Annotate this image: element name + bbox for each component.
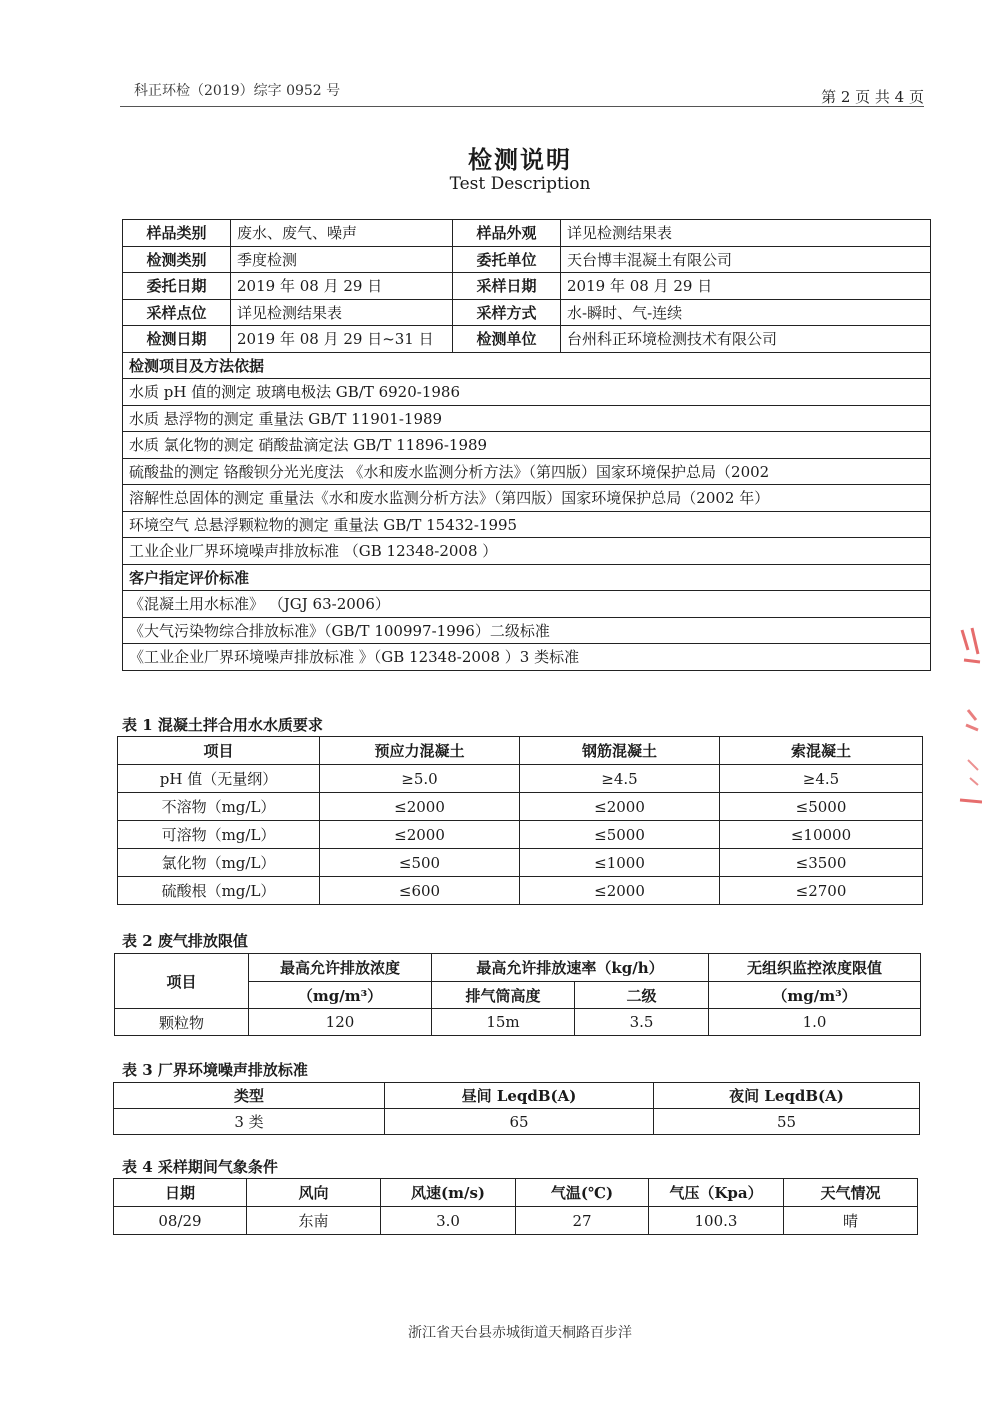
info-row <box>123 246 931 273</box>
table-cell: 3.5 <box>575 1009 709 1036</box>
table-cell: ≥4.5 <box>720 765 923 793</box>
table-cell: ≤2000 <box>520 877 720 905</box>
table-cell: ≤5000 <box>520 821 720 849</box>
header-divider <box>120 106 924 107</box>
info-label: 委托日期 <box>123 273 231 300</box>
table4-label: 表 4 采样期间气象条件 <box>122 1158 278 1176</box>
info-label: 采样日期 <box>453 273 561 300</box>
info-table <box>122 219 931 671</box>
standard-item: 《混凝土用水标准》 （JGJ 63-2006） <box>123 591 931 618</box>
table-cell: 55 <box>654 1109 920 1135</box>
info-value: 水-瞬时、气-连续 <box>561 299 931 326</box>
info-label: 采样方式 <box>453 299 561 326</box>
table-header: 预应力混凝土 <box>320 737 520 765</box>
table-cell: ≤500 <box>320 849 520 877</box>
table-header: 无组织监控浓度限值 <box>709 954 921 982</box>
table-cell: ≤3500 <box>720 849 923 877</box>
table-header: 二级 <box>575 982 709 1009</box>
method-item: 水质 悬浮物的测定 重量法 GB/T 11901-1989 <box>123 405 931 432</box>
table-header: 项目 <box>118 737 320 765</box>
table-cell: ≤600 <box>320 877 520 905</box>
water-quality-table <box>117 736 923 905</box>
table-header: 风速(m/s) <box>381 1179 516 1207</box>
table-row <box>118 849 923 877</box>
table-cell: 不溶物（mg/L） <box>118 793 320 821</box>
table-row <box>118 877 923 905</box>
table-row <box>118 765 923 793</box>
method-item: 硫酸盐的测定 铬酸钡分光光度法 《水和废水监测分析方法》（第四版）国家环境保护总局（2002 <box>123 458 931 485</box>
table-cell: 65 <box>385 1109 654 1135</box>
table-cell: 3.0 <box>381 1207 516 1235</box>
table-cell: ≥5.0 <box>320 765 520 793</box>
table3-label: 表 3 厂界环境噪声排放标准 <box>122 1061 308 1079</box>
info-row <box>123 326 931 353</box>
table1-label: 表 1 混凝土拌合用水水质要求 <box>122 716 323 734</box>
table-cell: ≤2700 <box>720 877 923 905</box>
report-number: 科正环检（2019）综字 0952 号 <box>134 83 341 99</box>
info-label: 检测日期 <box>123 326 231 353</box>
table-header: 气压（Kpa） <box>649 1179 784 1207</box>
table-header: 日期 <box>114 1179 247 1207</box>
table-cell: 1.0 <box>709 1009 921 1036</box>
table-cell: ≤2000 <box>320 821 520 849</box>
table-header: 排气筒高度 <box>432 982 575 1009</box>
table-cell: ≤5000 <box>720 793 923 821</box>
table-cell: 3 类 <box>114 1109 385 1135</box>
info-label: 采样点位 <box>123 299 231 326</box>
table-cell: 08/29 <box>114 1207 247 1235</box>
info-value: 2019 年 08 月 29 日 <box>231 273 453 300</box>
table-cell: ≤10000 <box>720 821 923 849</box>
info-value: 2019 年 08 月 29 日 <box>561 273 931 300</box>
table-cell: 120 <box>249 1009 432 1036</box>
method-item: 水质 氯化物的测定 硝酸盐滴定法 GB/T 11896-1989 <box>123 432 931 459</box>
table-cell: ≤2000 <box>320 793 520 821</box>
table-row <box>114 1109 920 1135</box>
emission-limit-table <box>114 953 921 1036</box>
table-cell: ≤1000 <box>520 849 720 877</box>
info-value: 详见检测结果表 <box>231 299 453 326</box>
method-item: 工业企业厂界环境噪声排放标准 （GB 12348-2008 ） <box>123 538 931 565</box>
info-label: 检测单位 <box>453 326 561 353</box>
table-cell: ≥4.5 <box>520 765 720 793</box>
table-header: 夜间 LeqdB(A) <box>654 1083 920 1109</box>
info-row <box>123 273 931 300</box>
table-header: 天气情况 <box>784 1179 918 1207</box>
weather-table <box>113 1178 918 1235</box>
info-label: 委托单位 <box>453 246 561 273</box>
table-header: 项目 <box>115 954 249 1009</box>
info-value: 废水、废气、噪声 <box>231 220 453 247</box>
table-row <box>118 821 923 849</box>
table-cell: pH 值（无量纲） <box>118 765 320 793</box>
table-cell: ≤2000 <box>520 793 720 821</box>
info-value: 详见检测结果表 <box>561 220 931 247</box>
page-subtitle: Test Description <box>449 174 591 194</box>
table-cell: 氯化物（mg/L） <box>118 849 320 877</box>
table-cell: 晴 <box>784 1207 918 1235</box>
table-header: 最高允许排放浓度 <box>249 954 432 982</box>
info-row <box>123 299 931 326</box>
table-row <box>118 793 923 821</box>
standard-item: 《大气污染物综合排放标准》（GB/T 100997-1996）二级标准 <box>123 617 931 644</box>
method-item: 环境空气 总悬浮颗粒物的测定 重量法 GB/T 15432-1995 <box>123 511 931 538</box>
info-label: 样品类别 <box>123 220 231 247</box>
table-cell: 可溶物（mg/L） <box>118 821 320 849</box>
table-header: 最高允许排放速率（kg/h） <box>432 954 709 982</box>
table-header: 风向 <box>247 1179 381 1207</box>
info-value: 季度检测 <box>231 246 453 273</box>
info-label: 检测类别 <box>123 246 231 273</box>
info-value: 2019 年 08 月 29 日~31 日 <box>231 326 453 353</box>
standard-item: 《工业企业厂界环境噪声排放标准 》（GB 12348-2008 ）3 类标准 <box>123 644 931 671</box>
info-value: 台州科正环境检测技术有限公司 <box>561 326 931 353</box>
table-cell: 东南 <box>247 1207 381 1235</box>
footer-address: 浙江省天台县赤城街道天桐路百步洋 <box>408 1325 632 1341</box>
table2-label: 表 2 废气排放限值 <box>122 932 248 950</box>
page-indicator: 第 2 页 共 4 页 <box>821 88 924 106</box>
table-cell: 15m <box>432 1009 575 1036</box>
info-label: 样品外观 <box>453 220 561 247</box>
method-item: 水质 pH 值的测定 玻璃电极法 GB/T 6920-1986 <box>123 379 931 406</box>
table-header-unit: （mg/m³） <box>709 982 921 1009</box>
info-row <box>123 220 931 247</box>
table-cell: 颗粒物 <box>115 1009 249 1036</box>
noise-standard-table <box>113 1082 920 1135</box>
methods-heading: 检测项目及方法依据 <box>123 352 931 379</box>
page-title: 检测说明 <box>468 145 572 174</box>
table-cell: 27 <box>516 1207 649 1235</box>
table-header: 昼间 LeqdB(A) <box>385 1083 654 1109</box>
standards-heading: 客户指定评价标准 <box>123 564 931 591</box>
table-header: 气温(℃) <box>516 1179 649 1207</box>
table-header: 类型 <box>114 1083 385 1109</box>
seal-stamp-icon <box>958 610 982 810</box>
info-value: 天台博丰混凝土有限公司 <box>561 246 931 273</box>
table-cell: 100.3 <box>649 1207 784 1235</box>
table-cell: 硫酸根（mg/L） <box>118 877 320 905</box>
table-row <box>114 1207 918 1235</box>
method-item: 溶解性总固体的测定 重量法《水和废水监测分析方法》（第四版）国家环境保护总局（2002 年） <box>123 485 931 512</box>
table-header-unit: （mg/m³） <box>249 982 432 1009</box>
table-row <box>115 1009 921 1036</box>
table-header: 索混凝土 <box>720 737 923 765</box>
table-header: 钢筋混凝土 <box>520 737 720 765</box>
